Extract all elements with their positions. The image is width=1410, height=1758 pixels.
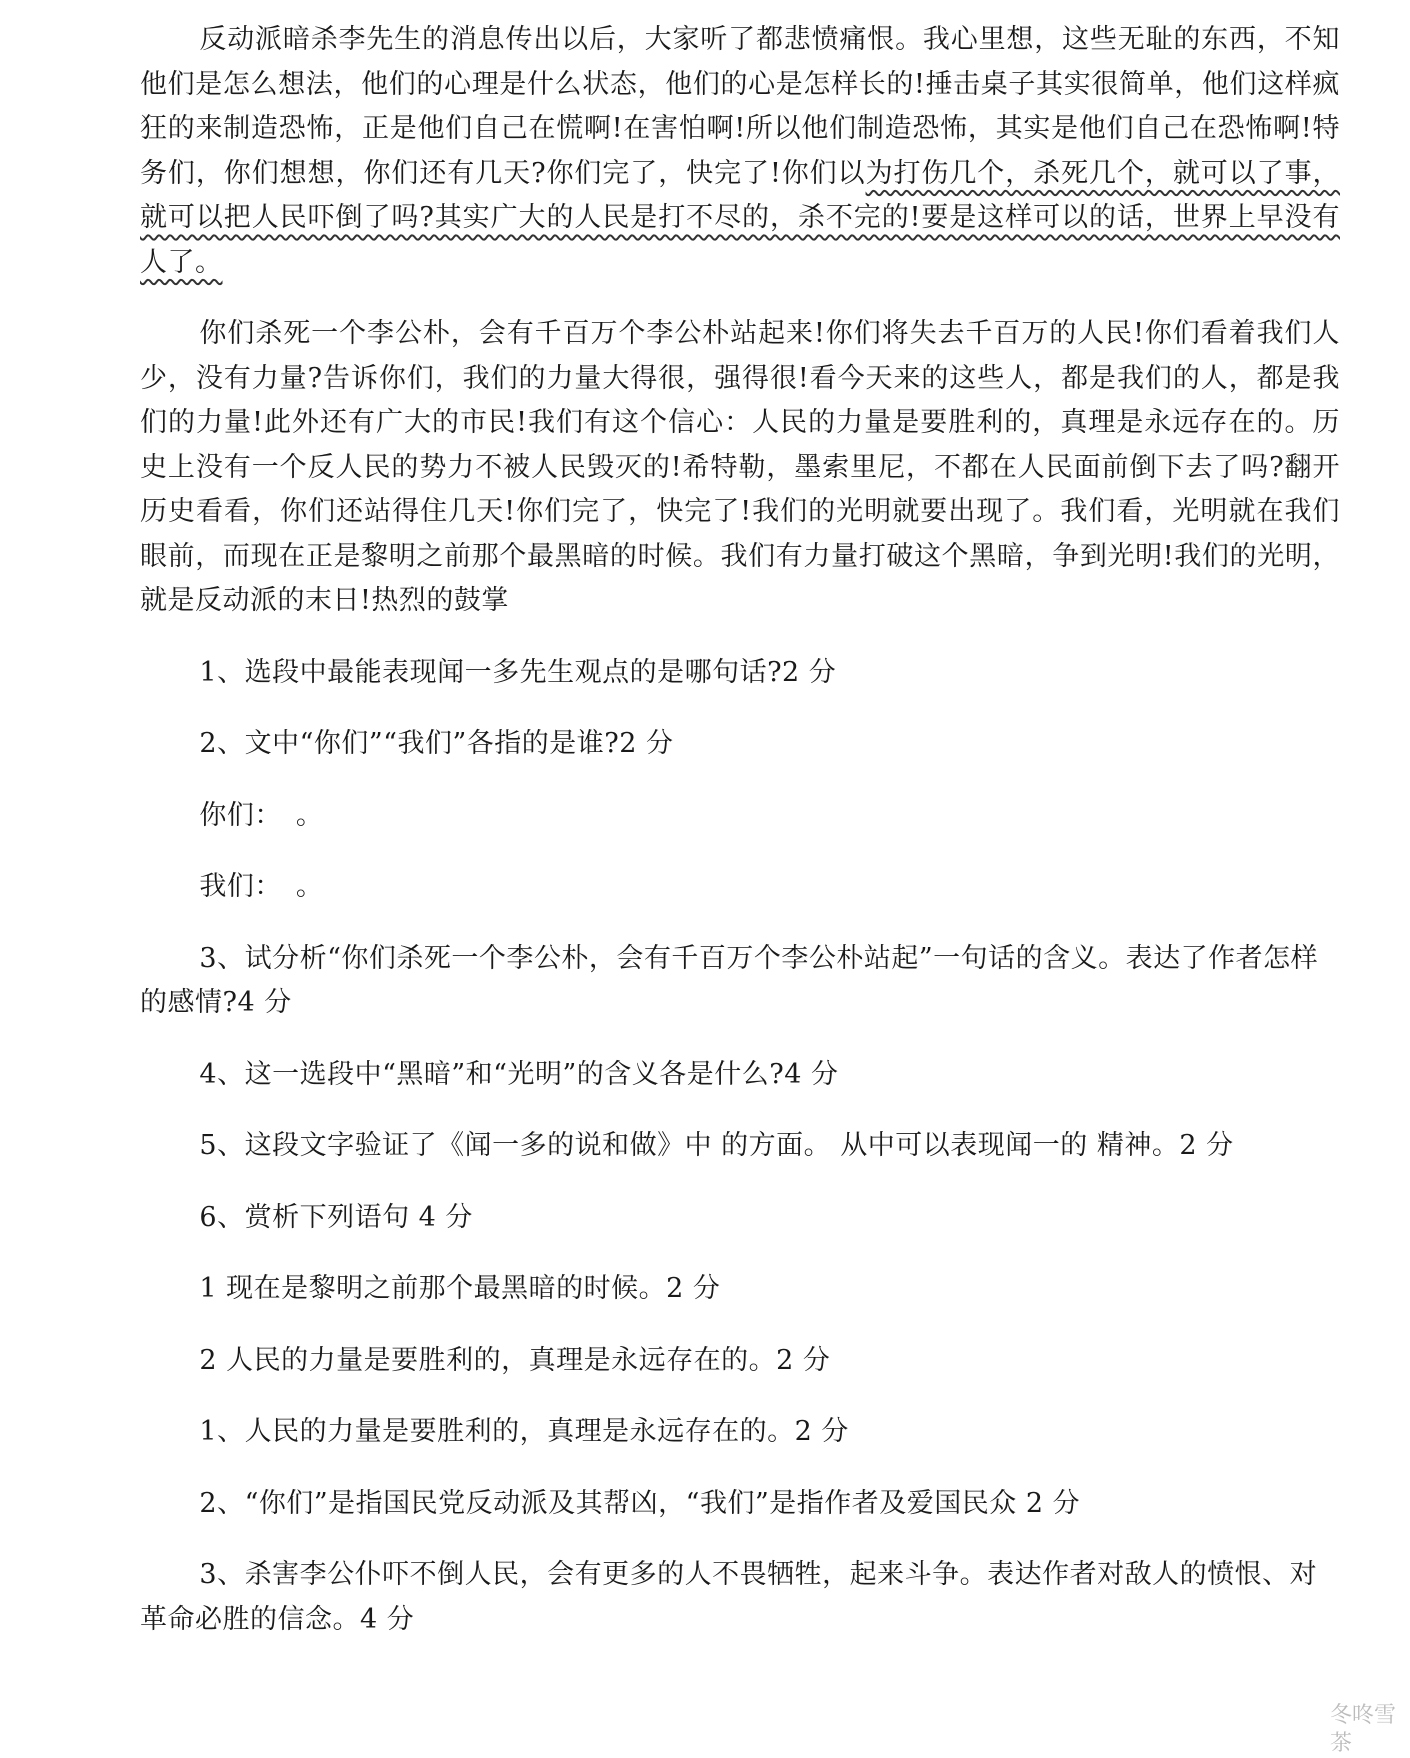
document-page — [140, 18, 1340, 1642]
answer-blank-women: 我们： 。 — [199, 871, 324, 902]
answer-1: 1、人民的力量是要胜利的，真理是永远存在的。2 分 — [199, 1416, 849, 1447]
answer-2: 2、“你们”是指国民党反动派及其帮凶，“我们”是指作者及爱国民众 2 分 — [199, 1487, 1081, 1519]
wavy-underlined-sentence: 为打伤几个，杀死几个，就可以了事，就可以把人民吓倒了吗?其实广大的人民是打不尽的，杀不完的!要是这样可以的话，世界上早没有人了。 — [140, 157, 1341, 278]
question-2: 2、文中“你们”“我们”各指的是谁?2 分 — [199, 728, 674, 759]
question-list — [140, 651, 1340, 1643]
question-6: 6、赏析下列语句 4 分 — [199, 1201, 473, 1233]
passage-p1-text: 反动派暗杀李先生的消息传出以后，大家听了都悲愤痛恨。我心里想，这些无耻的东西，不知他们是怎么想法，他们的心理是什么状态，他们的心是怎样长的!捶击桌子其实很简单，他们这样疯狂的来制造恐怖，正是他们自己在慌啊!在害怕啊!所以他们制造恐怖，其实是他们自己在恐怖啊!特务们，你们想想，你们还有几天?你们完了，快完了!你们以 — [140, 24, 1340, 189]
question-4: 4、这一选段中“黑暗”和“光明”的含义各是什么?4 分 — [199, 1058, 839, 1090]
passage-paragraph-1 — [140, 18, 1340, 285]
question-5: 5、这段文字验证了《闻一多的说和做》中 的方面。 从中可以表现闻一的 精神。2 分 — [199, 1130, 1234, 1161]
answer-blank-nimen: 你们： 。 — [199, 799, 324, 831]
question-1: 1、选段中最能表现闻一多先生观点的是哪句话?2 分 — [199, 656, 837, 688]
question-6-item-2: 2 人民的力量是要胜利的，真理是永远存在的。2 分 — [199, 1344, 831, 1376]
question-6-item-1: 1 现在是黎明之前那个最黑暗的时候。2 分 — [199, 1273, 721, 1304]
watermark: 冬咚雪茶 — [1330, 1703, 1397, 1756]
question-3: 3、试分析“你们杀死一个李公朴，会有千百万个李公朴站起”一句话的含义。表达了作者怎样的感情?4 分 — [140, 942, 1319, 1018]
answer-3: 3、杀害李公仆吓不倒人民，会有更多的人不畏牺牲，起来斗争。表达作者对敌人的愤恨、对革命必胜的信念。4 分 — [140, 1559, 1318, 1635]
passage-paragraph-2: 你们杀死一个李公朴，会有千百万个李公朴站起来!你们将失去千百万的人民!你们看着我们人少，没有力量?告诉你们，我们的力量大得很，强得很!看今天来的这些人，都是我们的人，都是我们的力量!此外还有广大的市民!我们有这个信心：人民的力量是要胜利的，真理是永远存在的。历史上没有一个反人民的势力不被人民毁灭的!希特勒，墨索里尼，不都在人民面前倒下去了吗?翻开历史看看，你们还站得住几天!你们完了，快完了!我们的光明就要出现了。我们看，光明就在我们眼前，而现在正是黎明之前那个最黑暗的时候。我们有力量打破这个黑暗，争到光明!我们的光明，就是反动派的末日!热烈的鼓掌 — [140, 318, 1340, 616]
